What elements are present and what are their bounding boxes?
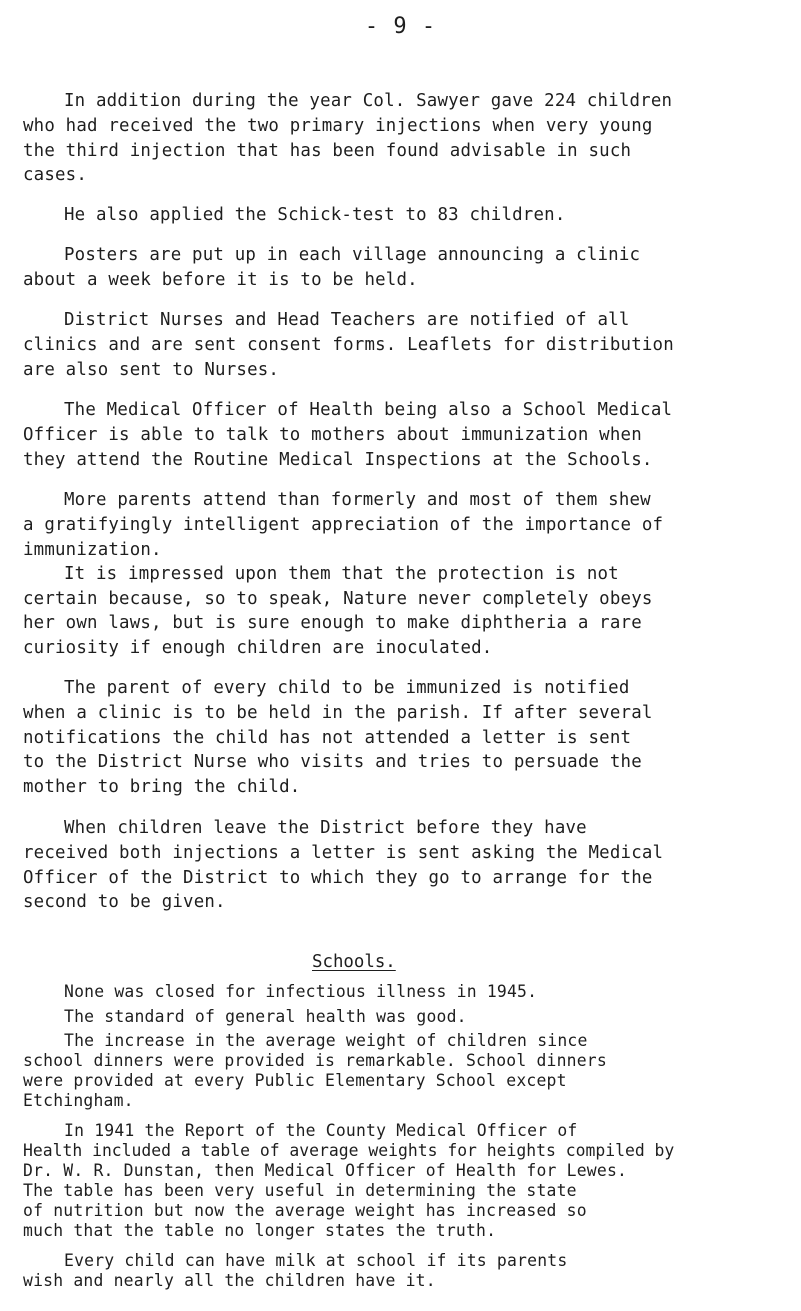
text-line: are also sent to Nurses. <box>23 360 280 380</box>
text-line: cases. <box>23 165 88 185</box>
text-line: The table has been very useful in determining the state <box>23 1181 577 1200</box>
text-line: Dr. W. R. Dunstan, then Medical Officer of Health for Lewes. <box>23 1161 628 1180</box>
text-line: about a week before it is to be held. <box>23 270 418 290</box>
text-line: The standard of general health was good. <box>64 1007 467 1026</box>
section-heading: Schools. <box>312 952 396 972</box>
text-line: More parents attend than formerly and most of them shew <box>64 490 651 510</box>
text-line: None was closed for infectious illness in 1945. <box>64 982 538 1001</box>
page-number: - 9 - <box>364 14 437 39</box>
text-line: certain because, so to speak, Nature never completely obeys <box>23 589 653 609</box>
text-line: to the District Nurse who visits and tries to persuade the <box>23 752 642 772</box>
text-line: her own laws, but is sure enough to make diphtheria a rare <box>23 613 642 633</box>
text-line: It is impressed upon them that the protection is not <box>64 564 619 584</box>
text-line: notifications the child has not attended a letter is sent <box>23 728 632 748</box>
text-line: immunization. <box>23 540 162 560</box>
text-line: Officer is able to talk to mothers about immunization when <box>23 425 642 445</box>
text-line: mother to bring the child. <box>23 777 301 797</box>
text-line: received both injections a letter is sent asking the Medical <box>23 843 664 863</box>
text-line: The Medical Officer of Health being also a School Medical <box>64 400 673 420</box>
text-line: Every child can have milk at school if its parents <box>64 1251 568 1270</box>
text-line: wish and nearly all the children have it. <box>23 1271 436 1290</box>
text-line: The increase in the average weight of children since <box>64 1031 588 1050</box>
text-line: Etchingham. <box>23 1091 134 1110</box>
text-line: clinics and are sent consent forms. Leaflets for distribution <box>23 335 674 355</box>
text-line: school dinners were provided is remarkable. School dinners <box>23 1051 607 1070</box>
text-line: who had received the two primary injections when very young <box>23 116 653 136</box>
text-line: second to be given. <box>23 892 226 912</box>
text-line: curiosity if enough children are inoculated. <box>23 638 493 658</box>
text-line: were provided at every Public Elementary School except <box>23 1071 567 1090</box>
text-line: a gratifyingly intelligent appreciation of the importance of <box>23 515 664 535</box>
text-line: The parent of every child to be immunized is notified <box>64 678 630 698</box>
text-line: of nutrition but now the average weight has increased so <box>23 1201 587 1220</box>
text-line: much that the table no longer states the truth. <box>23 1221 497 1240</box>
text-line: when a clinic is to be held in the parish. If after several <box>23 703 653 723</box>
text-line: In addition during the year Col. Sawyer gave 224 children <box>64 91 673 111</box>
text-line: they attend the Routine Medical Inspections at the Schools. <box>23 450 653 470</box>
text-line: In 1941 the Report of the County Medical Officer of <box>64 1121 578 1140</box>
text-line: Health included a table of average weights for heights compiled by <box>23 1141 675 1160</box>
text-line: District Nurses and Head Teachers are notified of all <box>64 310 630 330</box>
text-line: Posters are put up in each village announcing a clinic <box>64 245 641 265</box>
text-line: He also applied the Schick-test to 83 children. <box>64 205 566 225</box>
text-line: When children leave the District before they have <box>64 818 587 838</box>
text-line: Officer of the District to which they go to arrange for the <box>23 868 653 888</box>
text-line: the third injection that has been found advisable in such <box>23 141 632 161</box>
